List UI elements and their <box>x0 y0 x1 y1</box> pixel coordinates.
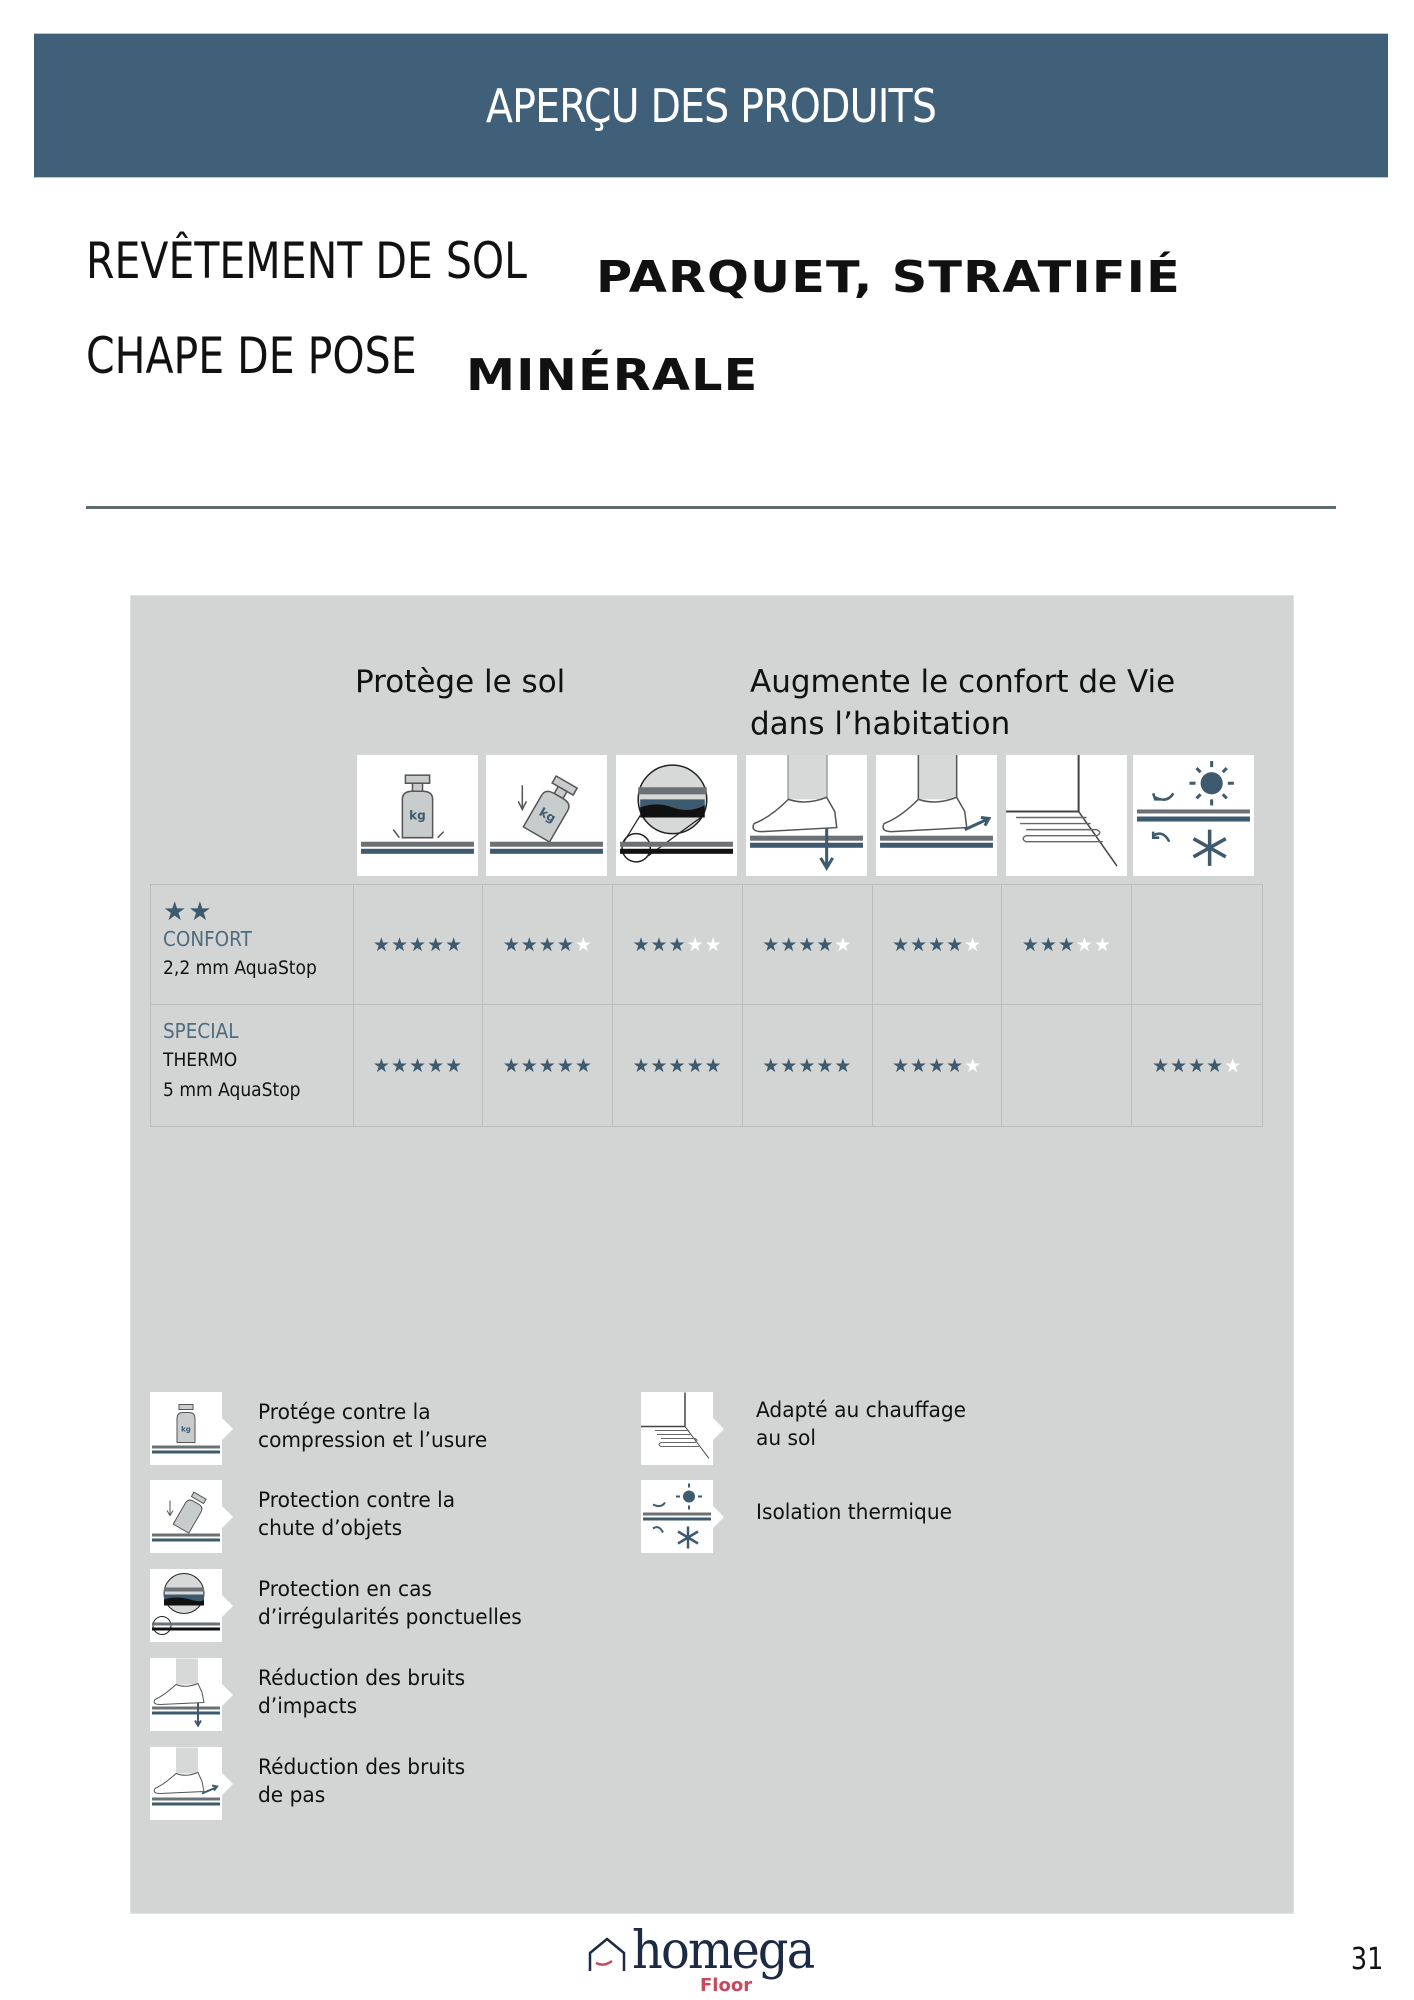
screed-value: MINÉRALE <box>466 350 759 401</box>
group-heading-comfort-1: Augmente le confort de Vie <box>750 664 1176 700</box>
thermal-insulation-icon <box>1133 755 1254 876</box>
star-filled-icon: ★ <box>632 933 651 956</box>
star-filled-icon: ★ <box>798 933 817 956</box>
divider <box>86 506 1336 509</box>
star-filled-icon: ★ <box>409 933 428 956</box>
legend-item-compression <box>150 1392 610 1466</box>
product-label <box>151 885 354 1004</box>
falling-weight-icon <box>486 755 607 876</box>
svg-text:kg: kg <box>181 1425 191 1434</box>
shoe-step-noise-icon <box>150 1747 222 1820</box>
product-spec: 5 mm AquaStop <box>163 1079 301 1101</box>
star-filled-icon: ★ <box>390 1054 410 1077</box>
brand-logo <box>588 1921 838 2000</box>
brand-subname: Floor <box>700 1975 753 1996</box>
star-filled-icon: ★ <box>427 1054 446 1077</box>
brand-name: homega <box>632 1921 814 1981</box>
star-filled-icon: ★ <box>704 1054 723 1077</box>
star-filled-icon: ★ <box>686 1054 705 1077</box>
table-row-special-thermo <box>151 1005 1262 1126</box>
rating-cell <box>1132 885 1262 1004</box>
star-filled-icon: ★ <box>834 1054 853 1077</box>
legend-text: Protection en cas d’irrégularités ponctuelles <box>258 1577 522 1629</box>
rating-cell <box>613 885 743 1004</box>
star-filled-icon: ★ <box>668 1054 687 1077</box>
star-filled-icon: ★ <box>780 1054 799 1077</box>
svg-text:kg: kg <box>536 805 559 826</box>
star-empty-icon: ★ <box>574 933 593 956</box>
title-line-screed <box>86 327 489 385</box>
star-filled-icon: ★ <box>928 1054 947 1077</box>
legend-text: Adapté au chauffage au sol <box>756 1398 967 1450</box>
rating-cell <box>613 1005 743 1126</box>
star-filled-icon: ★ <box>946 933 965 956</box>
star-filled-icon: ★ <box>816 933 835 956</box>
star-filled-icon: ★ <box>390 933 410 956</box>
weight-compression-icon <box>357 755 478 876</box>
legend-item-underfloor-heating <box>641 1392 1101 1466</box>
star-empty-icon: ★ <box>1224 1054 1243 1077</box>
title-line-floor-covering-value <box>596 252 1181 303</box>
star-filled-icon: ★ <box>928 933 947 956</box>
star-filled-icon: ★ <box>891 1054 911 1077</box>
group-heading-comfort-2: dans l’habitation <box>750 706 1011 742</box>
header-banner <box>34 33 1388 178</box>
star-filled-icon: ★ <box>816 1054 835 1077</box>
floor-covering-label: REVÊTEMENT DE SOL <box>86 232 527 290</box>
star-filled-icon: ★ <box>668 933 687 956</box>
legend-item-step-noise <box>150 1747 610 1821</box>
star-filled-icon: ★ <box>372 933 391 956</box>
shoe-impact-noise-icon <box>746 755 867 876</box>
legend-text: Isolation thermique <box>756 1500 953 1524</box>
title-line-screed-value <box>466 350 759 401</box>
rating-cell <box>1002 885 1132 1004</box>
star-filled-icon: ★ <box>1039 933 1058 956</box>
star-filled-icon: ★ <box>780 933 799 956</box>
shoe-step-noise-icon <box>876 755 997 876</box>
star-filled-icon: ★ <box>520 933 539 956</box>
star-filled-icon: ★ <box>762 933 781 956</box>
star-filled-icon: ★ <box>574 1054 593 1077</box>
product-badge-stars: ★★ <box>163 897 214 927</box>
star-empty-icon: ★ <box>1075 933 1094 956</box>
star-filled-icon: ★ <box>1057 933 1076 956</box>
star-filled-icon: ★ <box>891 933 911 956</box>
star-filled-icon: ★ <box>502 1054 521 1077</box>
star-filled-icon: ★ <box>372 1054 391 1077</box>
star-empty-icon: ★ <box>1093 933 1112 956</box>
legend-text: Protection contre la chute d’objets <box>258 1488 456 1540</box>
star-filled-icon: ★ <box>910 933 929 956</box>
magnifier-irregularity-icon <box>150 1569 222 1642</box>
star-empty-icon: ★ <box>964 933 983 956</box>
star-filled-icon: ★ <box>409 1054 428 1077</box>
page-number: 31 <box>1350 1942 1384 1977</box>
legend-text: Réduction des bruits de pas <box>258 1755 466 1807</box>
underfloor-heating-icon <box>1006 755 1127 876</box>
star-filled-icon: ★ <box>556 1054 575 1077</box>
rating-cell <box>743 1005 873 1126</box>
star-filled-icon: ★ <box>556 933 575 956</box>
product-subname: THERMO <box>163 1049 238 1071</box>
legend-item-irregularities <box>150 1569 610 1643</box>
rating-cell <box>483 1005 613 1126</box>
rating-cell <box>873 1005 1003 1126</box>
star-filled-icon: ★ <box>1021 933 1040 956</box>
legend-item-thermal-insulation <box>641 1480 1101 1554</box>
star-empty-icon: ★ <box>834 933 853 956</box>
star-filled-icon: ★ <box>1206 1054 1225 1077</box>
rating-cell <box>354 885 484 1004</box>
legend-item-impact-noise <box>150 1658 610 1732</box>
star-filled-icon: ★ <box>1170 1054 1189 1077</box>
rating-cell <box>483 885 613 1004</box>
star-filled-icon: ★ <box>632 1054 651 1077</box>
thermal-insulation-icon <box>641 1480 713 1553</box>
legend-text: Protége contre la compression et l’usure <box>258 1400 488 1452</box>
ratings-table <box>150 884 1263 1127</box>
falling-weight-icon <box>150 1480 222 1553</box>
floor-covering-value: PARQUET, STRATIFIÉ <box>596 252 1181 303</box>
product-label <box>151 1005 354 1126</box>
star-filled-icon: ★ <box>798 1054 817 1077</box>
star-filled-icon: ★ <box>1188 1054 1207 1077</box>
star-filled-icon: ★ <box>910 1054 929 1077</box>
svg-text:kg: kg <box>409 808 426 823</box>
rating-cell <box>1132 1005 1262 1126</box>
star-filled-icon: ★ <box>946 1054 965 1077</box>
star-empty-icon: ★ <box>704 933 723 956</box>
page-title: APERÇU DES PRODUITS <box>485 79 937 133</box>
magnifier-irregularity-icon <box>616 755 737 876</box>
product-spec: 2,2 mm AquaStop <box>163 957 317 979</box>
rating-cell <box>1002 1005 1132 1126</box>
underfloor-heating-icon <box>641 1392 713 1465</box>
star-filled-icon: ★ <box>1152 1054 1171 1077</box>
rating-cell <box>354 1005 484 1126</box>
star-filled-icon: ★ <box>538 933 557 956</box>
star-filled-icon: ★ <box>445 1054 464 1077</box>
star-filled-icon: ★ <box>650 1054 669 1077</box>
star-filled-icon: ★ <box>520 1054 539 1077</box>
house-logo-icon <box>588 1937 626 1973</box>
product-name: CONFORT <box>163 927 252 951</box>
shoe-impact-noise-icon <box>150 1658 222 1731</box>
legend-item-falling-objects <box>150 1480 610 1554</box>
star-filled-icon: ★ <box>538 1054 557 1077</box>
legend-text: Réduction des bruits d’impacts <box>258 1666 466 1718</box>
screed-label: CHAPE DE POSE <box>86 327 417 385</box>
star-filled-icon: ★ <box>762 1054 781 1077</box>
rating-cell <box>743 885 873 1004</box>
weight-compression-icon <box>150 1392 222 1465</box>
star-empty-icon: ★ <box>686 933 705 956</box>
title-line-floor-covering <box>86 232 624 290</box>
star-empty-icon: ★ <box>964 1054 983 1077</box>
star-filled-icon: ★ <box>650 933 669 956</box>
star-filled-icon: ★ <box>445 933 464 956</box>
star-filled-icon: ★ <box>502 933 521 956</box>
star-filled-icon: ★ <box>427 933 446 956</box>
rating-cell <box>873 885 1003 1004</box>
group-heading-protect: Protège le sol <box>355 664 566 700</box>
product-name: SPECIAL <box>163 1019 239 1043</box>
table-row-confort <box>151 885 1262 1005</box>
